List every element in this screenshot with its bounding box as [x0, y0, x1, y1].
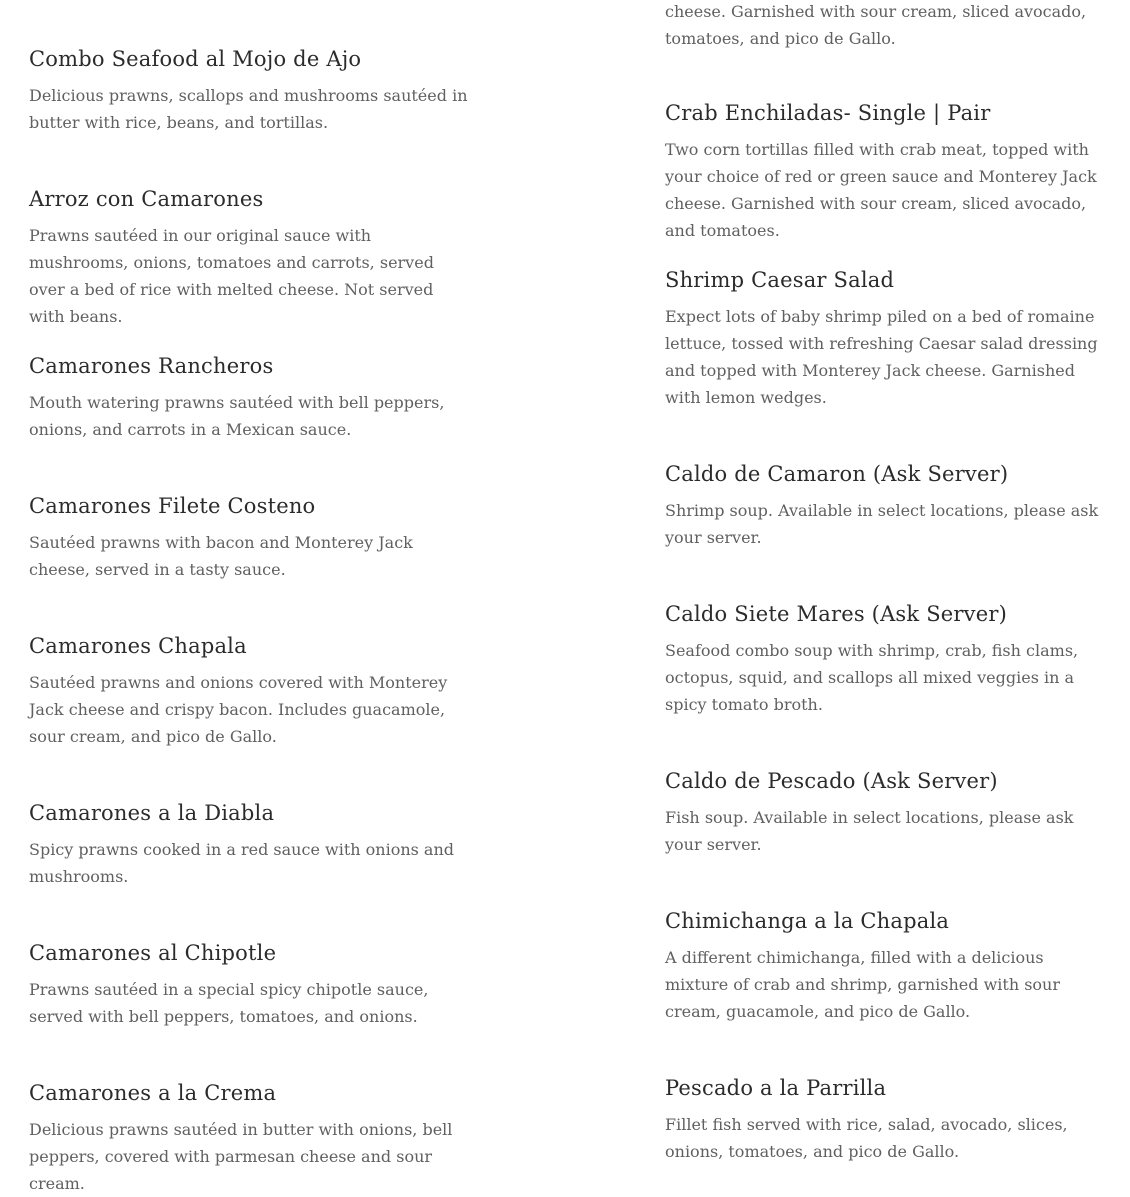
menu-item-title: Arroz con Camarones — [29, 187, 264, 211]
menu-item — [29, 800, 469, 890]
menu-item-title: Combo Seafood al Mojo de Ajo — [29, 47, 362, 71]
menu-item — [665, 461, 1101, 551]
menu-item-title: Camarones Rancheros — [29, 354, 274, 378]
menu-item — [665, 100, 1101, 244]
menu-item-description: Sautéed prawns with bacon and Monterey Jack cheese, served in a tasty sauce. — [29, 533, 413, 579]
menu-item-title: Caldo de Camaron (Ask Server) — [665, 462, 1009, 486]
menu-item-title: Chimichanga a la Chapala — [665, 909, 950, 933]
menu-item-description: Prawns sautéed in our original sauce with mushrooms, onions, tomatoes and carrots, served over a bed of rice with melted cheese. Not served with beans. — [29, 226, 434, 326]
menu-item-description: Two corn tortillas filled with crab meat, topped with your choice of red or green sauce and Monterey Jack cheese. Garnished with sour cream, sliced avocado, and tomatoes. — [665, 140, 1097, 240]
menu-item-description: Delicious prawns, scallops and mushrooms sautéed in butter with rice, beans, and tortillas. — [29, 86, 468, 132]
menu-item — [665, 267, 1101, 411]
menu-item-title: Shrimp Caesar Salad — [665, 268, 895, 292]
menu-item-description: Seafood combo soup with shrimp, crab, fish clams, octopus, squid, and scallops all mixed veggies in a spicy tomato broth. — [665, 641, 1079, 714]
menu-item-title: Pescado a la Parrilla — [665, 1076, 887, 1100]
menu-item — [665, 768, 1101, 858]
menu-item — [29, 46, 469, 136]
menu-item — [665, 1075, 1101, 1165]
menu-item-description: Prawns sautéed in a special spicy chipotle sauce, served with bell peppers, tomatoes, and onions. — [29, 980, 429, 1026]
continued-description: cheese. Garnished with sour cream, sliced avocado, tomatoes, and pico de Gallo. — [665, 2, 1087, 48]
menu-item — [29, 353, 469, 443]
menu-item — [29, 940, 469, 1030]
menu-item-title: Camarones a la Diabla — [29, 801, 275, 825]
menu-item — [665, 908, 1101, 1025]
menu-item-description: Mouth watering prawns sautéed with bell peppers, onions, and carrots in a Mexican sauce. — [29, 393, 445, 439]
menu-item-title: Camarones a la Crema — [29, 1081, 277, 1105]
menu-item-description: Fish soup. Available in select locations, please ask your server. — [665, 808, 1074, 854]
menu-item — [29, 186, 469, 330]
menu-item-description: Expect lots of baby shrimp piled on a bed of romaine lettuce, tossed with refreshing Caesar salad dressing and topped with Monterey Jack cheese. Garnished with lemon wedges. — [665, 307, 1098, 407]
menu-item-description: Delicious prawns sautéed in butter with onions, bell peppers, covered with parmesan cheese and sour cream. — [29, 1120, 453, 1193]
menu-item-description: A different chimichanga, filled with a delicious mixture of crab and shrimp, garnished with sour cream, guacamole, and pico de Gallo. — [665, 948, 1060, 1021]
menu-item-title: Caldo Siete Mares (Ask Server) — [665, 602, 1007, 626]
menu-item — [29, 1080, 469, 1197]
menu-item — [665, 601, 1101, 718]
menu-item-title: Crab Enchiladas- Single | Pair — [665, 101, 991, 125]
menu-item-description: Sautéed prawns and onions covered with Monterey Jack cheese and crispy bacon. Includes guacamole, sour cream, and pico de Gallo. — [29, 673, 448, 746]
menu-item-title: Caldo de Pescado (Ask Server) — [665, 769, 998, 793]
menu-item-title: Camarones Filete Costeno — [29, 494, 316, 518]
menu-item-title: Camarones Chapala — [29, 634, 247, 658]
menu-item-description: Fillet fish served with rice, salad, avocado, slices, onions, tomatoes, and pico de Gallo. — [665, 1115, 1068, 1161]
menu-item-description: Shrimp soup. Available in select locations, please ask your server. — [665, 501, 1099, 547]
menu-item-description: Spicy prawns cooked in a red sauce with onions and mushrooms. — [29, 840, 455, 886]
menu-item-title: Camarones al Chipotle — [29, 941, 277, 965]
menu-item — [29, 493, 469, 583]
menu-item — [29, 633, 469, 750]
